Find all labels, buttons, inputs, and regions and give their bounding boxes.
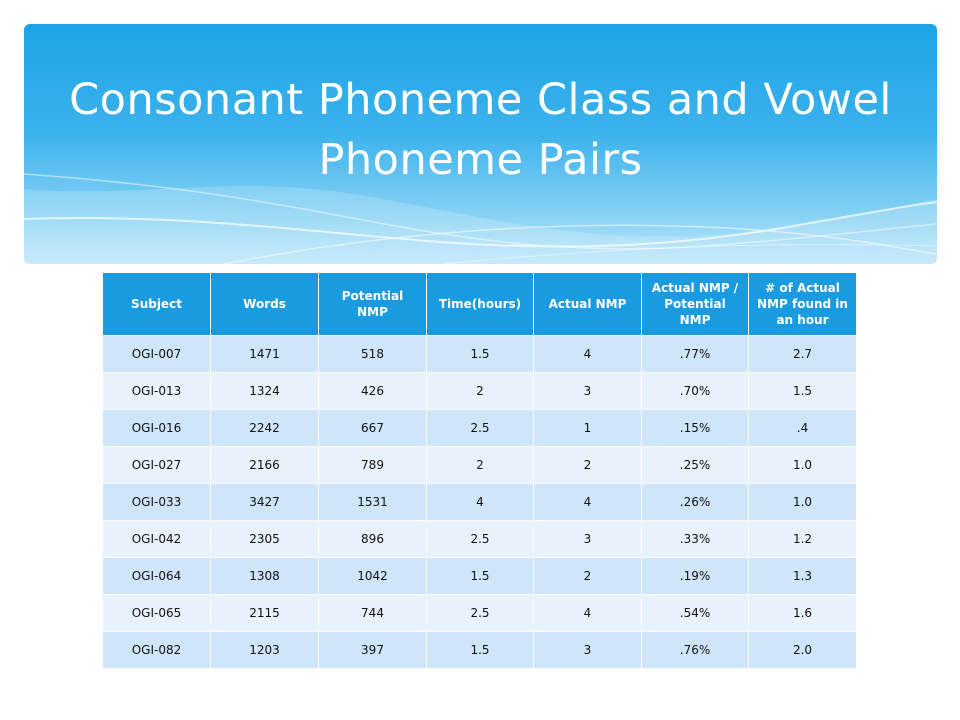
- table-row: [103, 595, 857, 632]
- cell-words: 1203: [211, 632, 319, 669]
- cell-subject: OGI-042: [103, 521, 211, 558]
- cell-words: 2115: [211, 595, 319, 632]
- table-row: [103, 447, 857, 484]
- cell-per-hour: 1.6: [749, 595, 857, 632]
- table-row: [103, 484, 857, 521]
- cell-subject: OGI-007: [103, 336, 211, 373]
- cell-time-hours: 2: [427, 373, 534, 410]
- cell-ratio: .70%: [642, 373, 749, 410]
- cell-potential-nmp: 744: [319, 595, 427, 632]
- cell-potential-nmp: 518: [319, 336, 427, 373]
- cell-actual-nmp: 2: [534, 447, 642, 484]
- results-table: [102, 272, 857, 669]
- cell-per-hour: 1.0: [749, 484, 857, 521]
- cell-words: 2242: [211, 410, 319, 447]
- cell-per-hour: 1.3: [749, 558, 857, 595]
- cell-per-hour: 1.2: [749, 521, 857, 558]
- cell-ratio: .26%: [642, 484, 749, 521]
- cell-subject: OGI-064: [103, 558, 211, 595]
- cell-time-hours: 2.5: [427, 595, 534, 632]
- cell-actual-nmp: 2: [534, 558, 642, 595]
- cell-time-hours: 1.5: [427, 558, 534, 595]
- cell-ratio: .25%: [642, 447, 749, 484]
- cell-potential-nmp: 426: [319, 373, 427, 410]
- cell-actual-nmp: 1: [534, 410, 642, 447]
- cell-words: 2166: [211, 447, 319, 484]
- header-nmp-per-hour: # of Actual NMP found in an hour: [749, 273, 857, 336]
- cell-ratio: .15%: [642, 410, 749, 447]
- cell-words: 1471: [211, 336, 319, 373]
- table-row: [103, 521, 857, 558]
- cell-time-hours: 2.5: [427, 410, 534, 447]
- cell-actual-nmp: 3: [534, 632, 642, 669]
- cell-time-hours: 2.5: [427, 521, 534, 558]
- cell-words: 1308: [211, 558, 319, 595]
- cell-potential-nmp: 1042: [319, 558, 427, 595]
- cell-words: 2305: [211, 521, 319, 558]
- cell-potential-nmp: 896: [319, 521, 427, 558]
- cell-per-hour: 1.0: [749, 447, 857, 484]
- cell-subject: OGI-016: [103, 410, 211, 447]
- cell-actual-nmp: 4: [534, 595, 642, 632]
- cell-per-hour: .4: [749, 410, 857, 447]
- cell-words: 1324: [211, 373, 319, 410]
- title-line-1: Consonant Phoneme Class and Vowel: [69, 75, 892, 125]
- cell-per-hour: 1.5: [749, 373, 857, 410]
- cell-ratio: .33%: [642, 521, 749, 558]
- table-row: [103, 410, 857, 447]
- cell-time-hours: 1.5: [427, 632, 534, 669]
- header-actual-over-potential: Actual NMP / Potential NMP: [642, 273, 749, 336]
- cell-time-hours: 4: [427, 484, 534, 521]
- cell-time-hours: 2: [427, 447, 534, 484]
- cell-potential-nmp: 667: [319, 410, 427, 447]
- cell-subject: OGI-033: [103, 484, 211, 521]
- table-row: [103, 336, 857, 373]
- cell-per-hour: 2.0: [749, 632, 857, 669]
- cell-ratio: .19%: [642, 558, 749, 595]
- cell-potential-nmp: 1531: [319, 484, 427, 521]
- table-row: [103, 558, 857, 595]
- header-potential-nmp: Potential NMP: [319, 273, 427, 336]
- cell-ratio: .77%: [642, 336, 749, 373]
- cell-subject: OGI-065: [103, 595, 211, 632]
- header-subject: Subject: [103, 273, 211, 336]
- cell-actual-nmp: 4: [534, 336, 642, 373]
- cell-time-hours: 1.5: [427, 336, 534, 373]
- cell-potential-nmp: 397: [319, 632, 427, 669]
- table-header-row: [103, 273, 857, 336]
- cell-subject: OGI-082: [103, 632, 211, 669]
- title-line-2: Phoneme Pairs: [318, 135, 643, 185]
- cell-potential-nmp: 789: [319, 447, 427, 484]
- slide-title: [24, 70, 937, 190]
- cell-subject: OGI-013: [103, 373, 211, 410]
- cell-actual-nmp: 3: [534, 521, 642, 558]
- cell-actual-nmp: 4: [534, 484, 642, 521]
- cell-actual-nmp: 3: [534, 373, 642, 410]
- header-words: Words: [211, 273, 319, 336]
- table-row: [103, 632, 857, 669]
- cell-per-hour: 2.7: [749, 336, 857, 373]
- header-actual-nmp: Actual NMP: [534, 273, 642, 336]
- cell-words: 3427: [211, 484, 319, 521]
- table-row: [103, 373, 857, 410]
- cell-ratio: .76%: [642, 632, 749, 669]
- cell-ratio: .54%: [642, 595, 749, 632]
- cell-subject: OGI-027: [103, 447, 211, 484]
- header-time-hours: Time(hours): [427, 273, 534, 336]
